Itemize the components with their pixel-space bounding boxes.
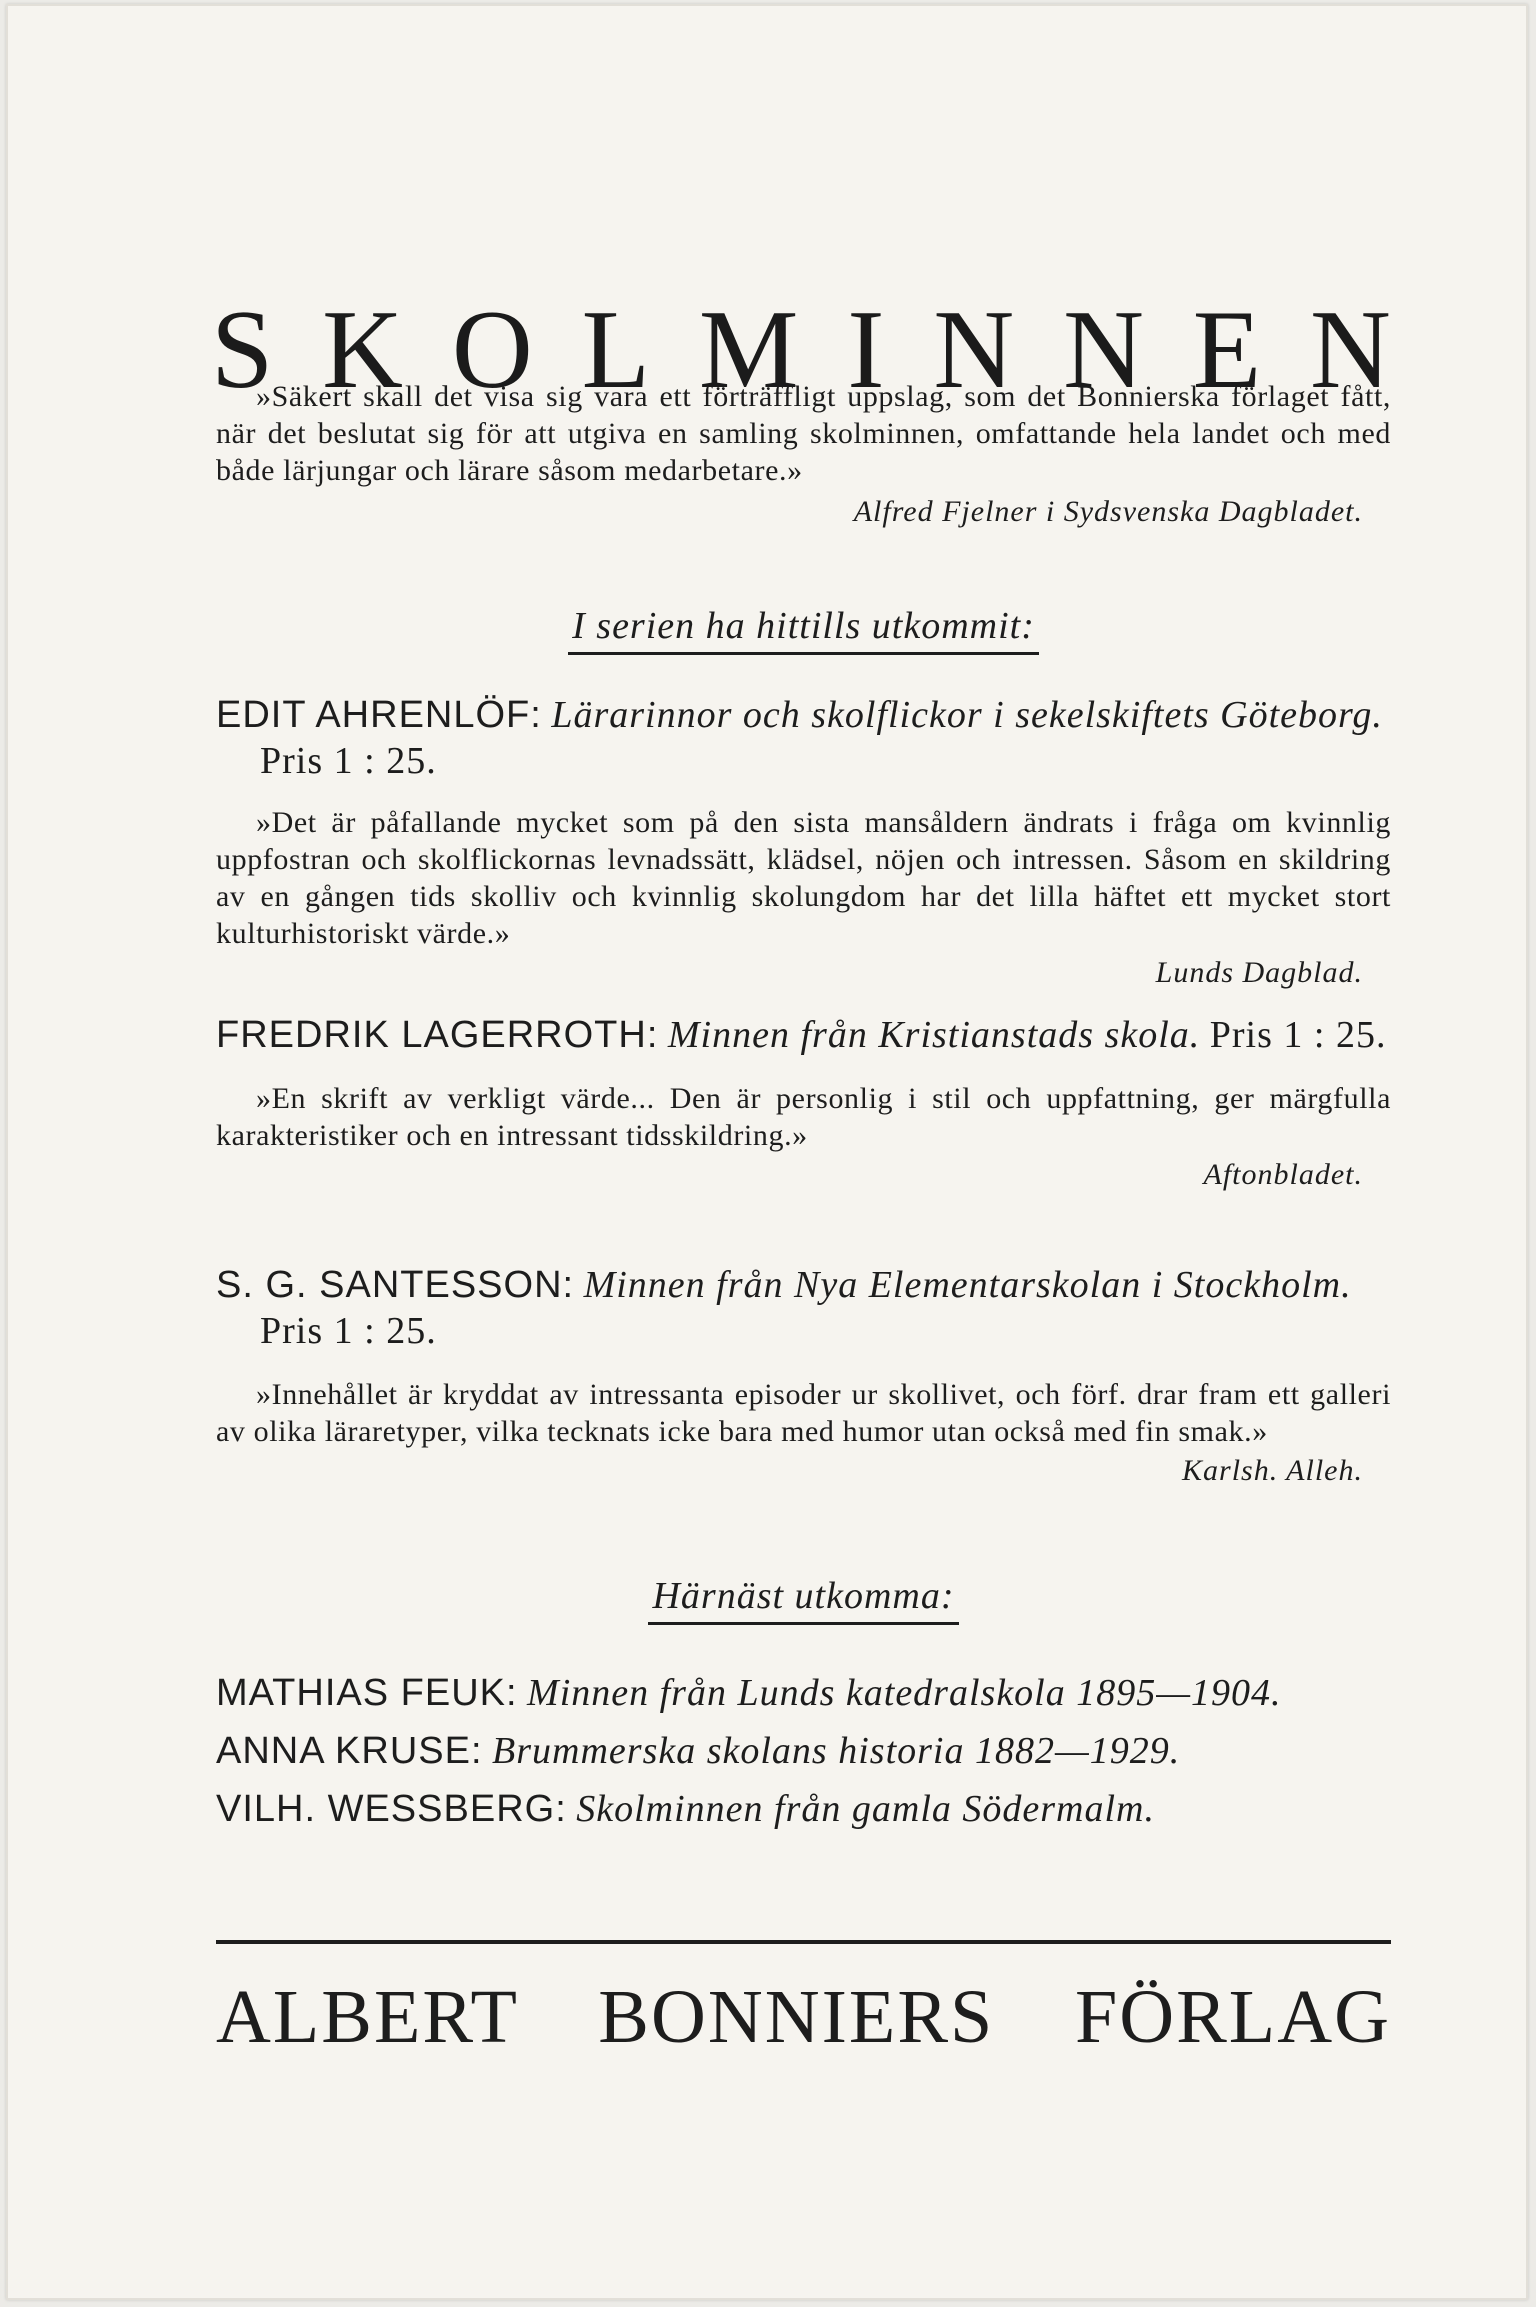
book-title: Minnen från Nya Elementarskolan i Stockholm.: [583, 1264, 1352, 1306]
upcoming-heading-text: Härnäst utkomma:: [648, 1574, 958, 1625]
upcoming-item: [216, 1786, 1391, 1832]
page: [6, 4, 1528, 2300]
publisher-name: ALBERT BONNIERS FÖRLAG: [216, 1975, 1391, 2059]
book-title: Lärarinnor och skolflickor i sekelskiftets Göteborg.: [551, 694, 1383, 736]
upcoming-author: VILH. WESSBERG:: [216, 1788, 567, 1830]
title-letter: E: [1192, 288, 1262, 413]
upcoming-heading: [216, 1574, 1391, 1625]
title-letter: O: [451, 288, 533, 413]
book-heading: [216, 1262, 1391, 1354]
book-price: Pris 1 : 25.: [260, 1310, 437, 1352]
book-price: Pris 1 : 25.: [260, 740, 437, 782]
book-review-source: Karlsh. Alleh.: [1182, 1454, 1363, 1487]
intro-attribution: Alfred Fjelner i Sydsvenska Dagbladet.: [853, 495, 1363, 528]
title-letter: N: [1310, 288, 1391, 413]
title-letter: K: [322, 288, 404, 413]
published-heading: [216, 604, 1391, 655]
intro-block: [216, 378, 1391, 529]
book-entry: [216, 1012, 1391, 1192]
book-title: Minnen från Kristianstads skola.: [667, 1014, 1201, 1056]
book-entry: [216, 692, 1391, 990]
published-heading-text: I serien ha hittills utkommit:: [568, 604, 1039, 655]
book-author: S. G. SANTESSON:: [216, 1264, 575, 1306]
title-letter: M: [698, 288, 799, 413]
upcoming-title: Brummerska skolans historia 1882—1929.: [492, 1730, 1181, 1772]
book-heading: [216, 692, 1391, 784]
book-price: Pris 1 : 25.: [1209, 1014, 1387, 1056]
upcoming-item: [216, 1728, 1391, 1774]
book-author: FREDRIK LAGERROTH:: [216, 1014, 659, 1056]
upcoming-list: [216, 1670, 1391, 1832]
title-letter: I: [847, 288, 885, 413]
divider: [216, 1940, 1391, 1944]
book-review: »Det är påfallande mycket som på den sista mansåldern ändrats i fråga om kvinnlig uppfostran och skolflickornas levnadssätt, klädsel, nöjen och intressen. Såsom en skildring av en gången tids skolliv och kvinnlig skolungdom har det lilla häftet ett mycket stort kulturhistoriskt värde.»: [216, 806, 1391, 950]
upcoming-author: ANNA KRUSE:: [216, 1730, 483, 1772]
upcoming-author: MATHIAS FEUK:: [216, 1672, 518, 1714]
upcoming-title: Minnen från Lunds katedralskola 1895—1904.: [527, 1672, 1282, 1714]
upcoming-title: Skolminnen från gamla Södermalm.: [576, 1788, 1155, 1830]
title-letter: S: [211, 288, 274, 413]
book-review: »En skrift av verkligt värde... Den är personlig i stil och uppfattning, ger märgfulla karakteristiker och en intressant tidsskildring.»: [216, 1082, 1391, 1152]
title-letter: N: [1063, 288, 1144, 413]
book-entry: [216, 1262, 1391, 1488]
book-review: »Innehållet är kryddat av intressanta episoder ur skollivet, och förf. drar fram ett galleri av olika läraretyper, vilka tecknats icke bara med humor utan också med fin smak.»: [216, 1378, 1391, 1448]
book-review-source: Lunds Dagblad.: [1155, 956, 1363, 989]
book-author: EDIT AHRENLÖF:: [216, 694, 542, 736]
title-letter: N: [933, 288, 1015, 413]
upcoming-item: [216, 1670, 1391, 1716]
title-letter: L: [581, 288, 650, 413]
book-heading: [216, 1012, 1391, 1058]
book-review-source: Aftonbladet.: [1203, 1158, 1363, 1191]
intro-quote: »Säkert skall det visa sig vara ett förträffligt uppslag, som det Bonnierska förlaget fått, när det beslutat sig för att utgiva en samling skolminnen, omfattande hela landet och med både lärjungar och lärare såsom medarbetare.»: [216, 380, 1391, 487]
